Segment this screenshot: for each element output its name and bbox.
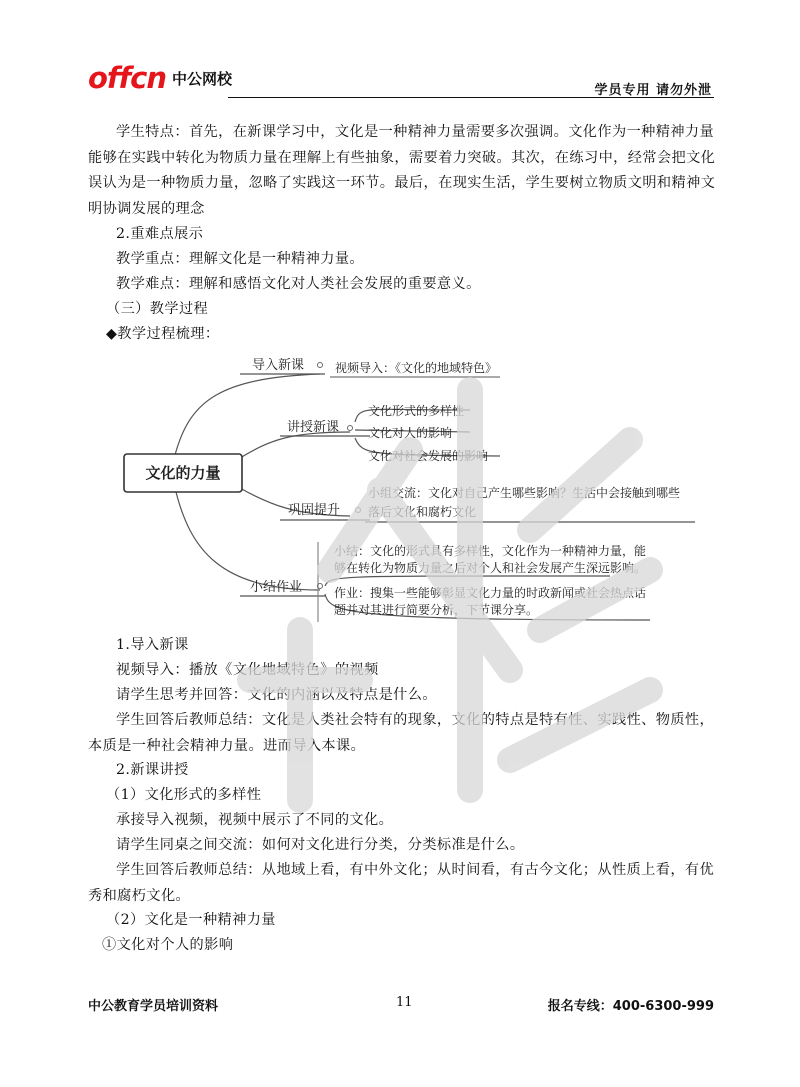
branch-summary: 小结作业 <box>250 580 303 595</box>
process-outline-heading: ◆教学过程梳理： <box>106 326 220 342</box>
section-teaching-process: （三）教学过程 <box>106 301 209 317</box>
pair-discussion-line: 请学生同桌之间交流：如何对文化进行分类，分类标准是什么。 <box>116 837 525 853</box>
question-line: 请学生思考并回答：文化的内涵以及特点是什么。 <box>116 687 437 703</box>
teaching-difficulty: 教学难点：理解和感悟文化对人类社会发展的重要意义。 <box>116 276 481 292</box>
footer-org: 中公教育学员培训资料 <box>88 999 219 1014</box>
leaf-culture-forms: 文化形式的多样性 <box>368 404 465 418</box>
teaching-focus: 教学重点：理解文化是一种精神力量。 <box>116 251 364 267</box>
mindmap-center: 文化的力量 <box>145 464 221 482</box>
student-features-paragraph: 学生特点：首先，在新课学习中，文化是一种精神力量需要多次强调。文化作为一种精神力量能够在实践中转化为物质力量在理解上有些抽象，需要着力突破。其次，在练习中，经常会把文化误认为是一种物质力量，忽略了实践这一环节。最后，在现实生活，学生要树立物质文明和精神文明协调发展的理念 <box>88 124 716 217</box>
section-new-lesson: 2.新课讲授 <box>116 762 189 778</box>
teacher-summary-1: 学生回答后教师总结：文化是人类社会特有的现象，文化的特点是特有性、实践性、物质性，本质是一种社会精神力量。进而导入本课。 <box>88 712 715 754</box>
leaf-summary-1: 小结：文化的形式具有多样性，文化作为一种精神力量，能 <box>334 544 647 558</box>
leaf-group-discussion-2: 落后文化和腐朽文化 <box>368 505 477 519</box>
continue-video-line: 承接导入视频，视频中展示了不同的文化。 <box>116 812 394 828</box>
subsection-forms: （1）文化形式的多样性 <box>106 787 262 803</box>
leaf-homework-1: 作业：搜集一些能够彰显文化力量的时政新闻或社会热点话 <box>334 586 647 600</box>
page-number: 11 <box>396 995 413 1010</box>
logo-text: 中公网校 <box>172 70 233 88</box>
leaf-culture-people: 文化对人的影响 <box>368 426 453 440</box>
footer-hotline: 报名专线：400-6300-999 <box>547 999 714 1014</box>
section-key-difficult: 2.重难点展示 <box>116 226 204 242</box>
mind-map <box>120 350 710 632</box>
leaf-homework-2: 题并对其进行简要分析，下节课分享。 <box>334 603 539 617</box>
teacher-summary-2: 学生回答后教师总结：从地域上看，有中外文化；从时间看，有古今文化；从性质上看，有优秀和腐朽文化。 <box>88 862 715 904</box>
leaf-group-discussion-1: 小组交流：文化对自己产生哪些影响？生活中会接触到哪些 <box>368 486 681 500</box>
item-individual-influence: ①文化对个人的影响 <box>102 937 234 953</box>
offcn-logo <box>88 62 232 94</box>
logo-mark: offcn <box>88 61 166 95</box>
branch-intro: 导入新课 <box>252 358 305 373</box>
header-rule <box>228 97 714 98</box>
leaf-culture-society: 文化对社会发展的影响 <box>368 449 489 463</box>
leaf-summary-2: 够在转化为物质力量之后对个人和社会发展产生深远影响。 <box>334 561 647 575</box>
subsection-spiritual-force: （2）文化是一种精神力量 <box>106 912 276 928</box>
header-notice: 学员专用 请勿外泄 <box>594 83 712 98</box>
video-intro-line: 视频导入：播放《文化地域特色》的视频 <box>116 662 379 678</box>
branch-consolidate: 巩固提升 <box>288 503 341 518</box>
leaf-video-intro: 视频导入：《文化的地域特色》 <box>335 361 498 375</box>
page-header <box>88 62 714 102</box>
section-intro: 1.导入新课 <box>116 637 189 653</box>
branch-new-lesson: 讲授新课 <box>287 420 340 435</box>
